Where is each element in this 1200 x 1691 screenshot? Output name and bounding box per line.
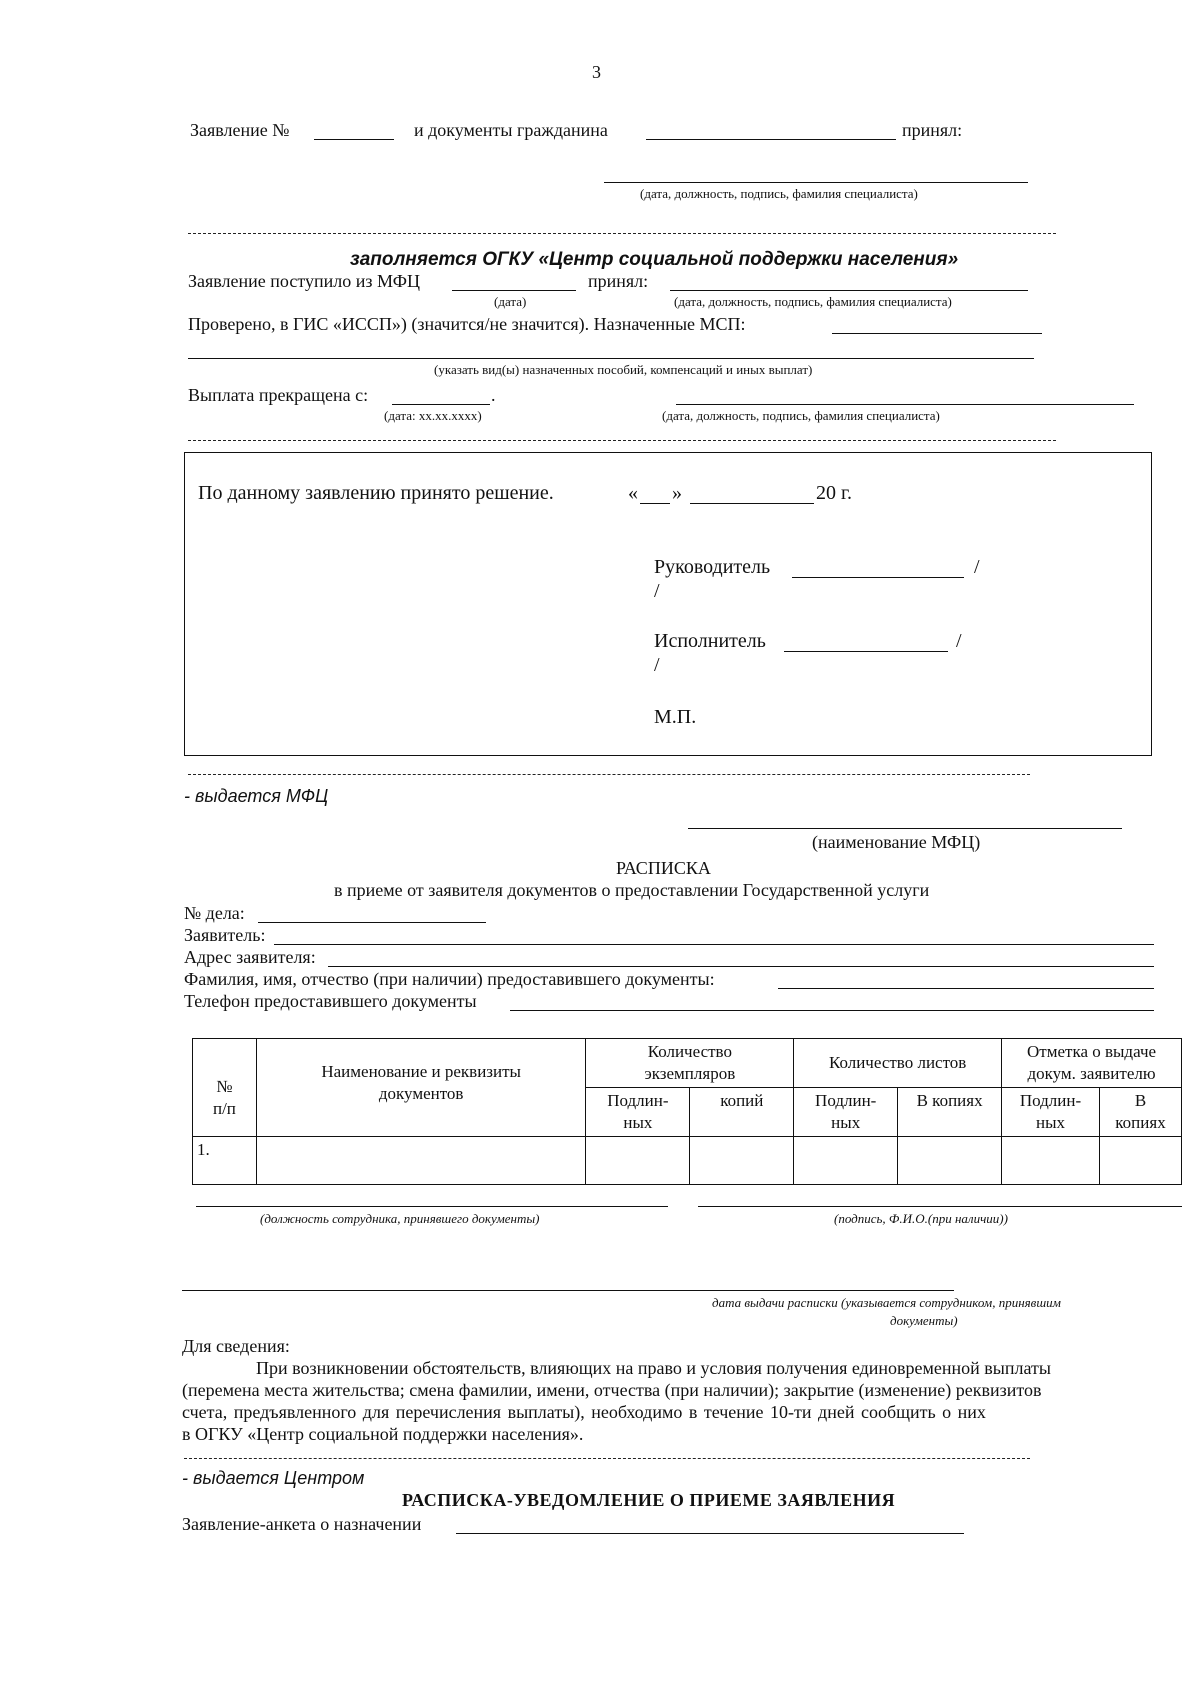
receipt-title: РАСПИСКА	[616, 858, 711, 878]
mfc-heading: - выдается МФЦ	[184, 786, 329, 806]
address-label: Адрес заявителя:	[184, 947, 316, 967]
table-cell[interactable]	[690, 1137, 794, 1185]
mfc-name-caption: (наименование МФЦ)	[812, 832, 981, 852]
col-issue-header: Отметка о выдаче докум. заявителю	[1002, 1039, 1182, 1088]
payment-stopped-date-field[interactable]	[392, 404, 490, 405]
slash: /	[654, 580, 660, 602]
table-cell[interactable]	[1002, 1137, 1100, 1185]
head-label: Руководитель	[654, 556, 771, 578]
phone-label: Телефон предоставившего документы	[184, 991, 477, 1011]
payment-stopped-label: Выплата прекращена с:	[188, 385, 369, 405]
sub-originals: Подлин- ных	[1002, 1088, 1100, 1137]
executor-signature-field[interactable]	[784, 651, 948, 652]
stamp-label: М.П.	[654, 706, 697, 728]
sub-in-copies: В копиях	[898, 1088, 1002, 1137]
case-number-label: № дела:	[184, 903, 245, 923]
decision-text: По данному заявлению принято решение.	[198, 482, 554, 504]
sub-originals: Подлин- ных	[586, 1088, 690, 1137]
date-caption: (дата)	[494, 294, 527, 309]
ogku-specialist-field[interactable]	[670, 290, 1028, 291]
slash: /	[974, 556, 980, 578]
application-number-field[interactable]	[314, 139, 394, 140]
employee-signature-field[interactable]	[698, 1206, 1182, 1207]
notification-title: РАСПИСКА-УВЕДОМЛЕНИЕ О ПРИЕМЕ ЗАЯВЛЕНИЯ	[402, 1490, 896, 1510]
case-number-field[interactable]	[258, 922, 486, 923]
ogku-accepted-label: принял:	[588, 271, 649, 291]
msp-caption: (указать вид(ы) назначенных пособий, компенсаций и иных выплат)	[434, 362, 813, 377]
payment-specialist-caption: (дата, должность, подпись, фамилия специалиста)	[662, 408, 940, 423]
head-signature-field[interactable]	[792, 577, 964, 578]
anketa-label: Заявление-анкета о назначении	[182, 1514, 422, 1534]
col-copies-header: Количество экземпляров	[586, 1039, 794, 1088]
table-cell[interactable]	[256, 1137, 586, 1185]
col-sheets-header: Количество листов	[794, 1039, 1002, 1088]
documents-table	[192, 1038, 1182, 1185]
info-paragraph-line: в ОГКУ «Центр социальной поддержки населения».	[182, 1424, 584, 1444]
assigned-msp-field[interactable]	[832, 333, 1042, 334]
applicant-label: Заявитель:	[184, 925, 266, 945]
slash: /	[956, 630, 962, 652]
dashed-divider	[188, 440, 1056, 441]
info-paragraph-line: При возникновении обстоятельств, влияющих на право и условия получения единовременной выплаты	[256, 1358, 1051, 1378]
issue-date-caption-2: документы)	[890, 1313, 958, 1328]
fio-field[interactable]	[778, 988, 1154, 989]
decision-month-field[interactable]	[690, 503, 814, 504]
dashed-divider	[184, 1458, 1030, 1459]
row-number: 1.	[193, 1137, 257, 1185]
address-field[interactable]	[328, 966, 1154, 967]
center-heading: - выдается Центром	[182, 1468, 365, 1488]
fio-label: Фамилия, имя, отчество (при наличии) предоставившего документы:	[184, 969, 715, 989]
table-cell[interactable]	[586, 1137, 690, 1185]
ogku-specialist-caption: (дата, должность, подпись, фамилия специалиста)	[674, 294, 952, 309]
decision-date-open: «	[628, 482, 638, 504]
info-paragraph-line: счета, предъявленного для перечисления выплаты), необходимо в течение 10-ти дней сообщить о них	[182, 1402, 986, 1422]
anketa-field[interactable]	[456, 1533, 964, 1534]
info-label: Для сведения:	[182, 1336, 290, 1356]
col-name-header: Наименование и реквизиты документов	[256, 1039, 586, 1137]
employee-position-field[interactable]	[196, 1206, 668, 1207]
sub-originals: Подлин- ных	[794, 1088, 898, 1137]
citizen-docs-label: и документы гражданина	[414, 120, 608, 140]
table-row	[193, 1137, 1182, 1185]
col-number-header: № п/п	[193, 1039, 257, 1137]
received-date-field[interactable]	[452, 290, 576, 291]
application-number-label: Заявление №	[190, 120, 290, 140]
slash: /	[654, 654, 660, 676]
employee-caption: (должность сотрудника, принявшего документы)	[260, 1211, 540, 1226]
date-format-caption: (дата: хх.хх.хххх)	[384, 408, 482, 423]
citizen-name-field[interactable]	[646, 139, 896, 140]
decision-year: 20 г.	[816, 482, 852, 504]
applicant-field[interactable]	[274, 944, 1154, 945]
dashed-divider	[188, 233, 1056, 234]
specialist-caption: (дата, должность, подпись, фамилия специалиста)	[640, 186, 918, 201]
received-from-mfc-label: Заявление поступило из МФЦ	[188, 271, 420, 291]
sub-in-copies: В копиях	[1099, 1088, 1181, 1137]
issue-date-caption: дата выдачи расписки (указывается сотрудником, принявшим	[712, 1295, 1061, 1310]
signature-caption: (подпись, Ф.И.О.(при наличии))	[834, 1211, 1008, 1226]
issue-date-field[interactable]	[182, 1290, 954, 1291]
decision-date-close: »	[672, 482, 682, 504]
ogku-heading: заполняется ОГКУ «Центр социальной поддержки населения»	[350, 249, 959, 270]
specialist-field[interactable]	[604, 182, 1028, 183]
payment-stopped-specialist-field[interactable]	[676, 404, 1134, 405]
table-cell[interactable]	[794, 1137, 898, 1185]
phone-field[interactable]	[510, 1010, 1154, 1011]
decision-day-field[interactable]	[640, 503, 670, 504]
dashed-divider	[188, 774, 1030, 775]
page-number: 3	[592, 62, 601, 82]
table-cell[interactable]	[1099, 1137, 1181, 1185]
mfc-name-field[interactable]	[688, 828, 1122, 829]
checked-gis-label: Проверено, в ГИС «ИССП») (значится/не значится). Назначенные МСП:	[188, 314, 746, 334]
info-paragraph-line: (перемена места жительства; смена фамилии, имени, отчества (при наличии); закрытие (изменение) реквизитов	[182, 1380, 1042, 1400]
executor-label: Исполнитель	[654, 630, 766, 652]
table-cell[interactable]	[898, 1137, 1002, 1185]
sub-copies: копий	[690, 1088, 794, 1137]
accepted-label: принял:	[902, 120, 963, 140]
msp-types-field[interactable]	[188, 358, 1034, 359]
receipt-subtitle: в приеме от заявителя документов о предоставлении Государственной услуги	[334, 880, 930, 900]
